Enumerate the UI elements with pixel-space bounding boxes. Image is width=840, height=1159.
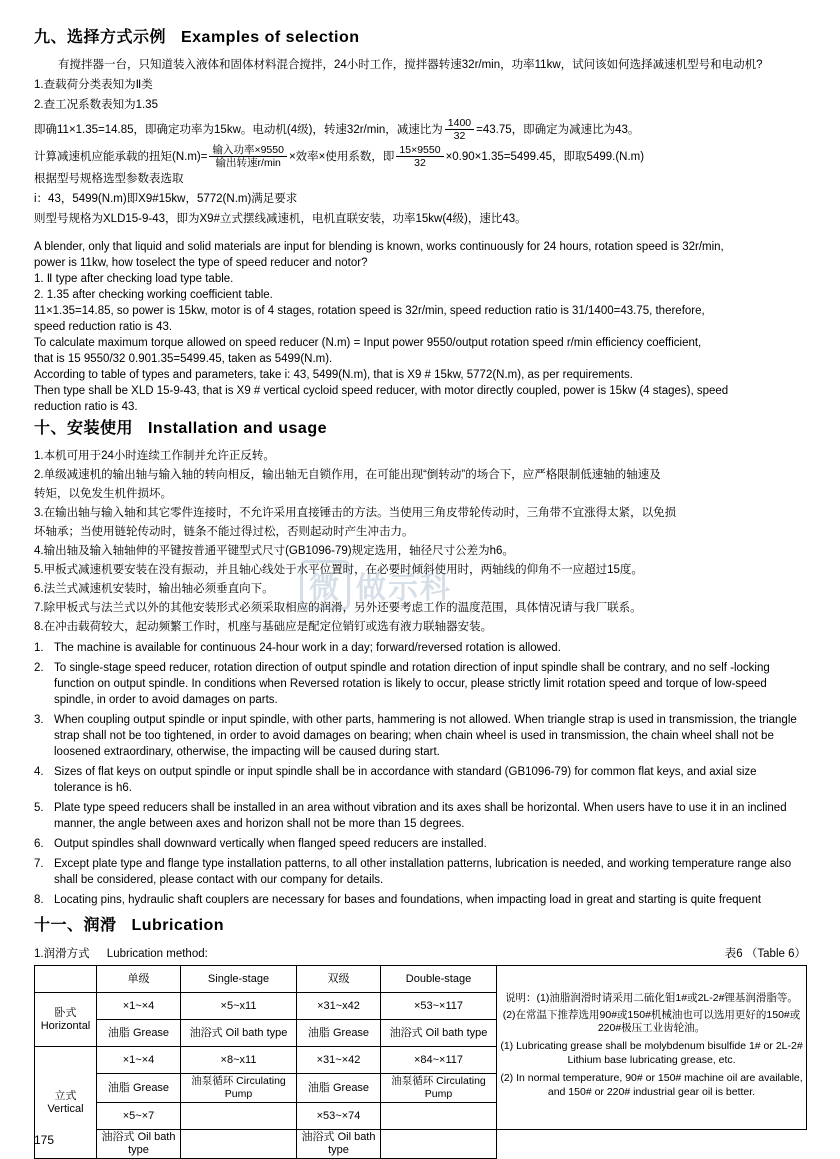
cell-range: ×1~×4 bbox=[97, 1047, 181, 1074]
table-row bbox=[35, 1130, 807, 1159]
cell-range: ×84~×117 bbox=[381, 1047, 497, 1074]
list-text: Output spindles shall downward vertically when flanged speed reducers are installed. bbox=[54, 838, 487, 851]
section-heading-selection-en: Examples of selection bbox=[180, 29, 360, 46]
selection-step1: 1.查载荷分类表知为Ⅱ类 bbox=[34, 79, 153, 91]
list-number: 4. bbox=[34, 766, 44, 779]
cell-method: 油泵循环 Circulating Pump bbox=[381, 1074, 497, 1103]
watermark-badge: 微 bbox=[300, 560, 350, 610]
cell-range: ×5~×7 bbox=[97, 1103, 181, 1130]
col-header-single-cn: 单级 bbox=[97, 966, 181, 993]
cell-range: ×5~x11 bbox=[181, 993, 297, 1020]
selection-step5: 则型号规格为XLD15-9-43，即为X9#立式摆线减速机，电机直联安装，功率15kw(4级)，速比43。 bbox=[34, 213, 527, 226]
note-en-2: (2) In normal temperature, 90# or 150# machine oil are available, and 150# or 220# industrial gear oil is better. bbox=[500, 1072, 803, 1099]
installation-en-item bbox=[34, 800, 806, 832]
installation-cn-item: 7.除甲板式与法兰式以外的其他安装形式必须采取相应的润滑，另外还要考虑工作的温度范围，具体情况请与我厂联系。 bbox=[34, 602, 642, 615]
col-header-double-en: Double-stage bbox=[381, 966, 497, 993]
ratio-fraction-denominator: 32 bbox=[453, 130, 466, 143]
table-caption-cn: 表6 bbox=[724, 948, 743, 961]
selection-ratio-formula bbox=[34, 117, 806, 142]
selection-en-line: According to table of types and parameters, take i: 43, 5499(N.m), that is X9 # 15kw, 5772(N.m), as per requirements. bbox=[34, 369, 633, 382]
cell-empty bbox=[181, 1130, 297, 1159]
installation-en-item bbox=[34, 892, 806, 908]
list-number: 3. bbox=[34, 714, 44, 727]
installation-cn-item: 3.在输出轴与输入轴和其它零件连接时，不允许采用直接锤击的方法。当使用三角皮带轮传动时，三角带不宜涨得太紧，以免损 bbox=[34, 507, 677, 520]
cell-method: 油泵循环 Circulating Pump bbox=[181, 1074, 297, 1103]
lubrication-subheading bbox=[34, 945, 208, 961]
list-number: 7. bbox=[34, 858, 44, 871]
list-text: Sizes of flat keys on output spindle or input spindle shall be in accordance with standard (GB1096-79) for common flat keys, and axial size tolerance is h6. bbox=[54, 766, 757, 795]
torque-fraction-1-denominator: 输出转速r/min bbox=[215, 157, 281, 170]
cell-method: 油脂 Grease bbox=[297, 1074, 381, 1103]
selection-en-line: 2. 1.35 after checking working coefficient table. bbox=[34, 289, 273, 302]
selection-step3: 根据型号规格选型参数表选取 bbox=[34, 173, 184, 186]
cell-method: 油脂 Grease bbox=[297, 1020, 381, 1047]
lubrication-subheading-row bbox=[34, 945, 806, 961]
table-corner-cell bbox=[35, 966, 97, 993]
cell-empty bbox=[381, 1130, 497, 1159]
selection-step2: 2.查工况系数表知为1.35 bbox=[34, 99, 158, 111]
installation-en-item bbox=[34, 856, 806, 888]
installation-cn-item: 2.单级减速机的输出轴与输入轴的转向相反，输出轴无自锁作用，在可能出现“倒转动”的场合下，应严格限制低速轴的轴速及 bbox=[34, 469, 661, 482]
cell-method: 油脂 Grease bbox=[97, 1074, 181, 1103]
selection-en-line: A blender, only that liquid and solid materials are input for blending is known, works continuously for 24 hours, rotation speed is 32r/min, bbox=[34, 241, 724, 254]
note-cn-2: (2)在常温下推荐选用90#或150#机械油也可以选用更好的150#或220#极压工业齿轮油。 bbox=[502, 1009, 801, 1035]
torque-fraction-2-denominator: 32 bbox=[414, 157, 426, 170]
selection-en-line: reduction ratio is 43. bbox=[34, 401, 138, 414]
cell-range: ×53~×117 bbox=[381, 993, 497, 1020]
list-text: To single-stage speed reducer, rotation direction of output spindle and rotation direction of input spindle shall be contrary, and no self -locking function on output spindle. In conditions when Reversed rotation is likely to occur, please strictly limit rotation speed and torque of low-speed spindle, in order to avoid damages on parts. bbox=[54, 662, 770, 707]
installation-en-item bbox=[34, 712, 806, 760]
section-heading-installation-cn: 十、安装使用 bbox=[34, 420, 134, 438]
col-header-single-en: Single-stage bbox=[181, 966, 297, 993]
ratio-fraction-numerator: 1400 bbox=[445, 117, 474, 130]
installation-cn-list bbox=[34, 448, 806, 636]
cell-range: ×53~×74 bbox=[297, 1103, 381, 1130]
installation-cn-item: 6.法兰式减速机安装时，输出轴必须垂直向下。 bbox=[34, 583, 274, 596]
row-label-horizontal-en: Horizontal bbox=[40, 1019, 91, 1032]
page-number: 175 bbox=[34, 1133, 55, 1148]
selection-torque-formula bbox=[34, 144, 806, 169]
installation-en-item bbox=[34, 836, 806, 852]
list-number: 6. bbox=[34, 838, 44, 851]
torque-fraction-1-numerator: 输入功率×9550 bbox=[209, 144, 287, 157]
installation-cn-item: 4.输出轴及输入轴轴伸的平键按普通平键型式尺寸(GB1096-79)规定选用，轴径尺寸公差为h6。 bbox=[34, 545, 514, 558]
torque-formula-mid: ×效率×使用系数，即 bbox=[288, 150, 395, 163]
section-heading-selection-cn: 九、选择方式示例 bbox=[34, 29, 167, 46]
row-label-vertical-cn: 立式 bbox=[54, 1089, 77, 1102]
installation-cn-item: 1.本机可用于24小时连续工作制并允许正反转。 bbox=[34, 450, 275, 463]
list-number: 1. bbox=[34, 642, 44, 655]
installation-en-item bbox=[34, 764, 806, 796]
cell-range: ×1~×4 bbox=[97, 993, 181, 1020]
table-notes-cell bbox=[497, 966, 807, 1130]
lubrication-table bbox=[34, 965, 807, 1159]
list-text: When coupling output spindle or input spindle, with other parts, hammering is not allowed. When triangle strap is used in transmission, the triangle strap shall not be too tightened, in order to avoid damages on bearing; when chain wheel is used in transmission, the chain wheel shall not be loosened extraordinary, otherwise, the impacting will be caused during start. bbox=[54, 714, 797, 759]
list-number: 8. bbox=[34, 894, 44, 907]
selection-step4: i：43，5499(N.m)即X9#15kw，5772(N.m)满足要求 bbox=[34, 193, 298, 206]
list-text: The machine is available for continuous 24-hour work in a day; forward/reversed rotation is allowed. bbox=[54, 642, 561, 655]
torque-fraction-1 bbox=[209, 144, 287, 169]
installation-en-item bbox=[34, 640, 806, 656]
section-heading-selection bbox=[34, 24, 806, 47]
lubrication-subheading-cn: 1.润滑方式 bbox=[34, 948, 90, 961]
lubrication-subheading-en: Lubrication method: bbox=[106, 948, 208, 961]
selection-ratio-formula-pre: 即确11×1.35=14.85，即确定功率为15kw。电动机(4级)，转速32r/min，减速比为 bbox=[34, 123, 443, 136]
section-heading-installation bbox=[34, 415, 806, 438]
cell-method: 油脂 Grease bbox=[97, 1020, 181, 1047]
watermark-text: 做示科 bbox=[356, 572, 452, 605]
col-header-double-cn: 双级 bbox=[297, 966, 381, 993]
installation-en-list bbox=[34, 640, 806, 908]
list-text: Plate type speed reducers shall be installed in an area without vibration and its axes shall be horizontal. When users have to use it in an inclined manner, the angle between axes and horizon shall not be more than 15 degrees. bbox=[54, 802, 787, 831]
section-heading-lubrication-en: Lubrication bbox=[131, 917, 225, 935]
torque-formula-post: ×0.90×1.35=5499.45，即取5499.(N.m) bbox=[445, 150, 645, 163]
selection-en-line: Then type shall be XLD 15-9-43, that is X9 # vertical cycloid speed reducer, with motor directly coupled, power is 15kw (4 stages), speed bbox=[34, 385, 729, 398]
ratio-fraction bbox=[445, 117, 474, 142]
installation-cn-item: 8.在冲击载荷较大，起动频繁工作时，机座与基础应是配定位销钉或选有液力联轴器安装。 bbox=[34, 621, 493, 634]
cell-range: ×31~x42 bbox=[297, 993, 381, 1020]
selection-en-line: 11×1.35=14.85, so power is 15kw, motor is of 4 stages, rotation speed is 32r/min, speed reduction ratio is 31/1400=43.75, therefore, bbox=[34, 305, 705, 318]
row-label-vertical-en: Vertical bbox=[47, 1102, 84, 1115]
selection-intro: 有搅拌器一台，只知道装入液体和固体材料混合搅拌，24小时工作，搅拌器转速32r/min，功率11kw，试问该如何选择减速机型号和电动机? bbox=[58, 59, 763, 71]
section-heading-lubrication-cn: 十一、润滑 bbox=[34, 917, 117, 935]
table-caption-en: （Table 6） bbox=[745, 948, 806, 961]
row-label-horizontal bbox=[35, 993, 97, 1047]
section-heading-lubrication bbox=[34, 912, 806, 935]
cell-method: 油浴式 Oil bath type bbox=[181, 1020, 297, 1047]
selection-ratio-formula-post: =43.75，即确定为减速比为43。 bbox=[476, 123, 640, 136]
section-heading-installation-en: Installation and usage bbox=[147, 420, 327, 438]
list-text: Locating pins, hydraulic shaft couplers are necessary for bases and foundations, when impacting load in great and starting is quite frequent bbox=[54, 894, 762, 907]
installation-en-item bbox=[34, 660, 806, 708]
table-header-row bbox=[35, 966, 807, 993]
row-label-horizontal-cn: 卧式 bbox=[54, 1006, 77, 1019]
selection-en-line: power is 11kw, how toselect the type of speed reducer and notor? bbox=[34, 257, 368, 270]
selection-en-line: speed reduction ratio is 43. bbox=[34, 321, 173, 334]
list-text: Except plate type and flange type installation patterns, to all other installation patterns, lubrication is needed, and working temperature range also shall be considered, please contact with our company for details. bbox=[54, 858, 792, 887]
installation-cn-item: 5.甲板式减速机要安装在没有振动，并且轴心线处于水平位置时，在必要时倾斜使用时，两轴线的仰角不一应超过15度。 bbox=[34, 564, 643, 577]
table-caption bbox=[725, 945, 806, 961]
note-cn-1: 说明：(1)油脂润滑时请采用二硫化钼1#或2L-2#锂基润滑脂等。 bbox=[505, 992, 798, 1005]
cell-range: ×8~x11 bbox=[181, 1047, 297, 1074]
cell-method: 油浴式 Oil bath type bbox=[381, 1020, 497, 1047]
list-number: 2. bbox=[34, 662, 44, 675]
cell-method: 油浴式 Oil bath type bbox=[297, 1130, 381, 1159]
note-en-1: (1) Lubricating grease shall be molybdenum bisulfide 1# or 2L-2# Lithium base lubricating grease, etc. bbox=[500, 1040, 803, 1067]
torque-fraction-2-numerator: 15×9550 bbox=[396, 144, 443, 157]
cell-range: ×31~×42 bbox=[297, 1047, 381, 1074]
installation-cn-item: 转矩，以免发生机件损坏。 bbox=[34, 488, 172, 501]
cell-method: 油浴式 Oil bath type bbox=[97, 1130, 181, 1159]
torque-formula-pre: 计算减速机应能承载的扭矩(N.m)= bbox=[34, 150, 208, 163]
list-number: 5. bbox=[34, 802, 44, 815]
installation-cn-item: 坏轴承；当使用链轮传动时，链条不能过得过松，否则起动时产生冲击力。 bbox=[34, 526, 414, 539]
selection-en-line: To calculate maximum torque allowed on speed reducer (N.m) = Input power 9550/output rotation speed r/min efficiency coefficient, bbox=[34, 337, 702, 350]
selection-en-line: that is 15 9550/32 0.901.35=5499.45, taken as 5499(N.m). bbox=[34, 353, 333, 366]
selection-en-line: 1. Ⅱ type after checking load type table. bbox=[34, 273, 234, 286]
torque-fraction-2 bbox=[396, 144, 443, 169]
